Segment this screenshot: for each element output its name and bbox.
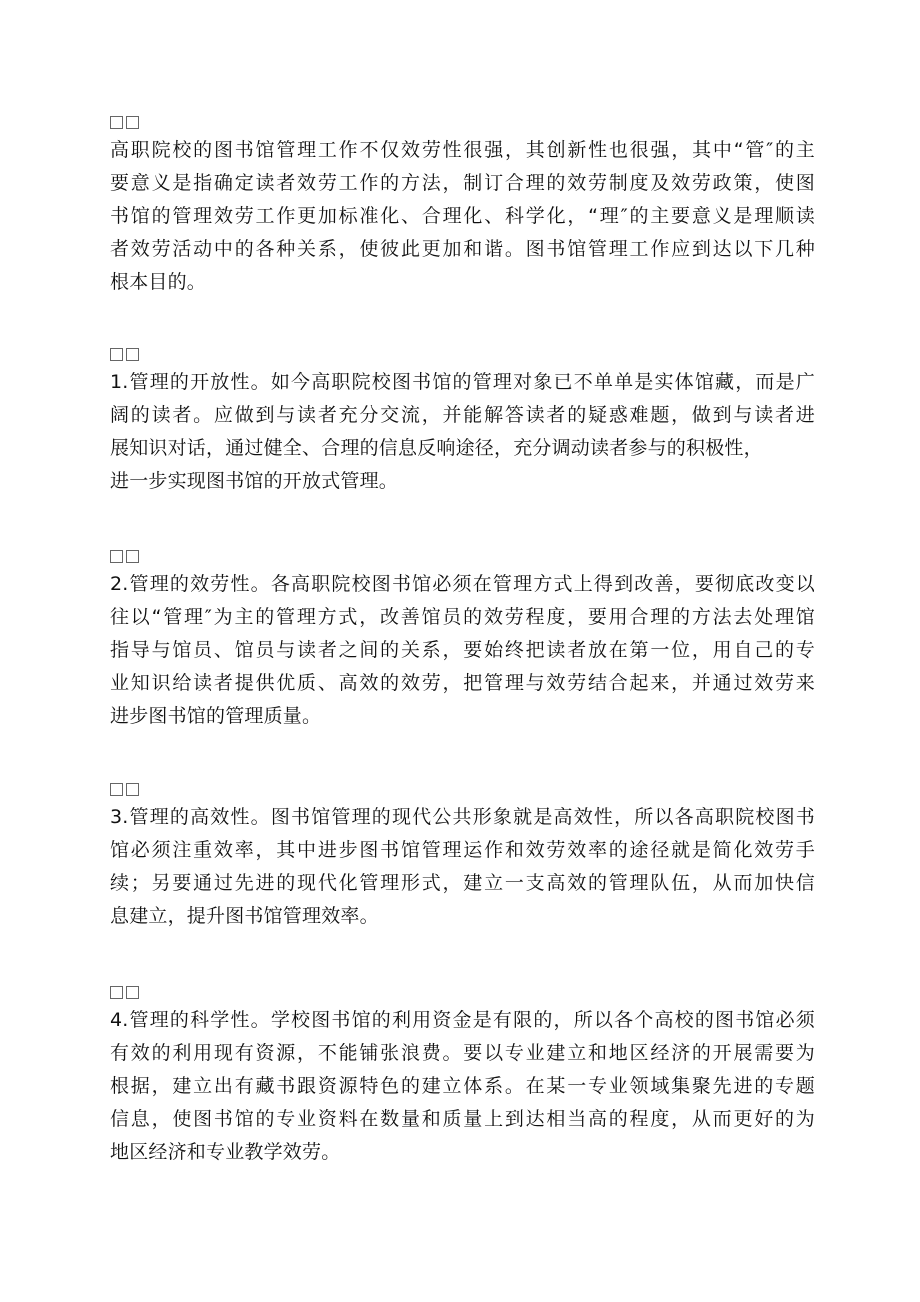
placeholder-glyphs-icon [110,346,815,362]
intro-paragraph [110,114,815,299]
placeholder-glyphs-icon [110,984,815,1000]
point-1-paragraph [110,346,815,498]
placeholder-glyphs-icon [110,114,815,130]
paragraph-line: 根据，建立出有藏书跟资源特色的建立体系。在某一专业领域集聚先进的专题 [110,1075,815,1097]
paragraph-line: 2.管理的效劳性。各高职院校图书馆必须在管理方式上得到改善，要彻底改变以 [110,573,815,595]
paragraph-line: 进一步实现图书馆的开放式管理。 [110,470,399,492]
paragraph-line: 书馆的管理效劳工作更加标准化、合理化、科学化，“理″的主要意义是理顺读 [110,205,815,227]
paragraph-line: 业知识给读者提供优质、高效的效劳，把管理与效劳结合起来，并通过效劳来 [110,672,815,694]
paragraph-line: 进步图书馆的管理质量。 [110,705,322,727]
paragraph-line: 息建立，提升图书馆管理效率。 [110,905,379,927]
paragraph-line: 要意义是指确定读者效劳工作的方法，制订合理的效劳制度及效劳政策，使图 [110,172,815,194]
placeholder-glyphs-icon [110,548,815,564]
paragraph-line: 指导与馆员、馆员与读者之间的关系，要始终把读者放在第一位，用自己的专 [110,639,815,661]
paragraph-line: 有效的利用现有资源，不能铺张浪费。要以专业建立和地区经济的开展需要为 [110,1042,815,1064]
paragraph-line: 阔的读者。应做到与读者充分交流，并能解答读者的疑惑难题，做到与读者进 [110,404,815,426]
paragraph-line: 地区经济和专业教学效劳。 [110,1141,341,1163]
paragraph-line: 4.管理的科学性。学校图书馆的利用资金是有限的，所以各个高校的图书馆必须 [110,1009,815,1031]
paragraph-line: 高职院校的图书馆管理工作不仅效劳性很强，其创新性也很强，其中“管″的主 [110,139,815,161]
paragraph-line: 根本目的。 [110,271,207,293]
paragraph-line: 者效劳活动中的各种关系，使彼此更加和谐。图书馆管理工作应到达以下几种 [110,238,815,260]
paragraph-line: 3.管理的高效性。图书馆管理的现代公共形象就是高效性，所以各高职院校图书 [110,806,815,828]
paragraph-line: 馆必须注重效率，其中进步图书馆管理运作和效劳效率的途径就是简化效劳手 [110,839,815,861]
point-3-paragraph [110,781,815,933]
paragraph-line: 往以“管理″为主的管理方式，改善馆员的效劳程度，要用合理的方法去处理馆 [110,606,815,628]
paragraph-line: 展知识对话，通过健全、合理的信息反响途径，充分调动读者参与的积极性， [110,437,763,459]
paragraph-line: 续；另要通过先进的现代化管理形式，建立一支高效的管理队伍，从而加快信 [110,872,815,894]
paragraph-line: 信息，使图书馆的专业资料在数量和质量上到达相当高的程度，从而更好的为 [110,1108,815,1130]
placeholder-glyphs-icon [110,781,815,797]
point-4-paragraph [110,984,815,1169]
point-2-paragraph [110,548,815,733]
paragraph-line: 1.管理的开放性。如今高职院校图书馆的管理对象已不单单是实体馆藏，而是广 [110,371,815,393]
